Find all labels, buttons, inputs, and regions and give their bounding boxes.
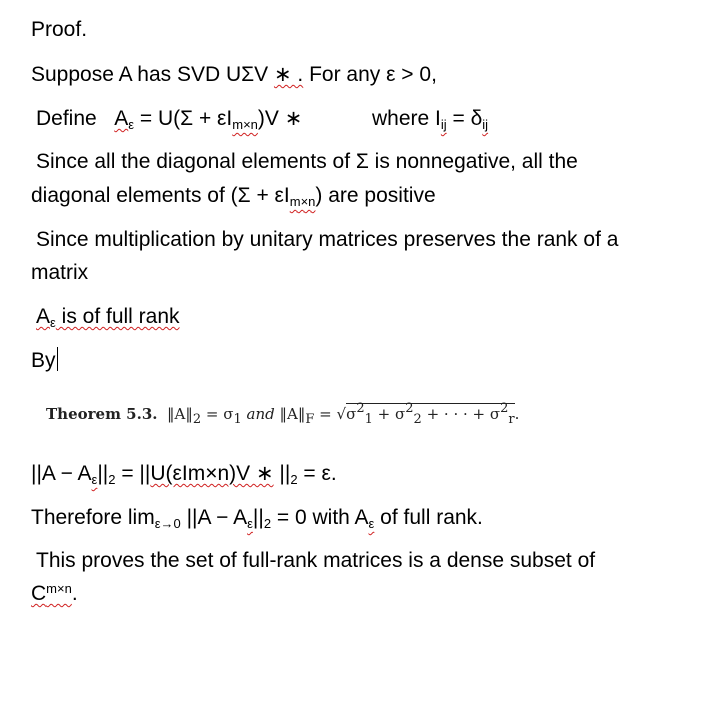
- theorem-plus2: + · · · + σ: [421, 405, 501, 423]
- lim-text-b: ||A − A: [180, 506, 248, 529]
- svd-star: ∗ .: [273, 63, 304, 86]
- where-text: where I: [372, 107, 441, 130]
- svd-epsilon-text: For any ε > 0,: [303, 63, 437, 86]
- a-symbol: A: [114, 107, 129, 130]
- norm-text-c: = ||: [115, 462, 151, 485]
- lim-sub3: 2: [263, 516, 272, 531]
- sqrt-body: [346, 401, 515, 427]
- mxn-sup: m×n: [46, 581, 72, 596]
- t3-sub: r: [508, 412, 515, 427]
- theorem-norm2: ‖A‖: [167, 405, 193, 423]
- unitary-line-2: [31, 259, 88, 287]
- unitary-text-2: matrix: [31, 261, 89, 284]
- lim-text-d: = 0 with A: [271, 506, 369, 529]
- sqrt-icon: √: [336, 405, 347, 423]
- theorem-normf-sub: F: [305, 412, 315, 427]
- text-cursor: [57, 347, 58, 371]
- norm-text-e: ||: [273, 462, 291, 485]
- cmxn-symbol: [31, 582, 72, 605]
- by-text: By: [31, 349, 56, 372]
- lim-sub: ε→0: [154, 516, 181, 531]
- proof-text: Proof.: [31, 18, 88, 41]
- full-rank-line: [36, 303, 180, 331]
- t1-sup: 2: [356, 401, 365, 416]
- t2-sub: 2: [413, 412, 422, 427]
- unitary-line-1: [36, 226, 618, 254]
- lim-text-e: of full rank.: [374, 506, 483, 529]
- mxn-sub: m×n: [232, 117, 258, 132]
- define-expr-end: )V ∗: [257, 107, 303, 130]
- theorem-label: Theorem 5.3.: [46, 405, 158, 423]
- t1-sub: 1: [364, 412, 373, 427]
- proof-heading: [31, 16, 87, 44]
- norm-text-d: U(εIm×n)V ∗: [150, 462, 274, 485]
- svd-line: [31, 61, 437, 89]
- by-line[interactable]: [31, 347, 58, 375]
- dense-text: This proves the set of full-rank matrices is a dense subset of: [36, 549, 596, 572]
- norm-sub3: 2: [290, 472, 298, 487]
- theorem-eq2: =: [314, 405, 337, 423]
- theorem-end: .: [514, 405, 520, 423]
- lim-epsilon-sub: ε: [247, 516, 253, 531]
- define-line: [36, 105, 488, 133]
- ij-sub: ij: [440, 117, 447, 132]
- define-expr: = U(Σ + εI: [134, 107, 233, 130]
- cmxn-period: .: [71, 582, 78, 605]
- diagonal-mxn-sub: m×n: [289, 194, 316, 209]
- limit-line: [31, 504, 483, 532]
- c-symbol: C: [31, 582, 47, 605]
- theorem-and: and: [241, 405, 280, 423]
- unitary-text-1: Since multiplication by unitary matrices preserves the rank of a: [36, 228, 619, 251]
- dense-line: [36, 547, 595, 575]
- delta-text: = δ: [446, 107, 483, 130]
- norm-epsilon-sub: ε: [91, 472, 98, 487]
- diagonal-text-1: Since all the diagonal elements of Σ is nonnegative, all the: [36, 150, 578, 173]
- define-label: Define: [36, 107, 97, 130]
- theorem-sigma1-sub: 1: [233, 412, 242, 427]
- theorem-normf: ‖A‖: [279, 405, 306, 423]
- diagonal-line-1: [36, 148, 578, 176]
- a-epsilon: [114, 107, 134, 130]
- norm-text-b: ||: [97, 462, 109, 485]
- lim-text-c: ||: [252, 506, 264, 529]
- norm-line: [31, 460, 337, 488]
- theorem-norm2-sub: 2: [192, 412, 202, 427]
- diagonal-line-2: [31, 182, 436, 210]
- delta-sub: ij: [482, 117, 489, 132]
- t3-sup: 2: [500, 401, 509, 416]
- diagonal-text-3: ) are positive: [315, 184, 436, 207]
- norm-text-f: = ε.: [297, 462, 337, 485]
- full-rank-a: [36, 305, 180, 328]
- full-rank-text: is of full rank: [55, 305, 180, 328]
- full-a-symbol: A: [36, 305, 51, 328]
- theorem-image: [46, 402, 519, 426]
- epsilon-sub: ε: [128, 117, 135, 132]
- norm-text-a: ||A − A: [31, 462, 92, 485]
- norm-sub2: 2: [108, 472, 116, 487]
- theorem-sigma-a: σ: [346, 405, 357, 423]
- theorem-eq1: = σ: [201, 405, 234, 423]
- lim-text-a: Therefore lim: [31, 506, 155, 529]
- diagonal-text-2: diagonal elements of (Σ + εI: [31, 184, 290, 207]
- full-epsilon-sub: ε: [50, 315, 56, 330]
- svd-text: Suppose A has SVD UΣV: [31, 63, 269, 86]
- cmxn-line: [31, 580, 78, 608]
- lim-epsilon-sub2: ε: [368, 516, 375, 531]
- theorem-plus1: + σ: [372, 405, 406, 423]
- t2-sup: 2: [405, 401, 414, 416]
